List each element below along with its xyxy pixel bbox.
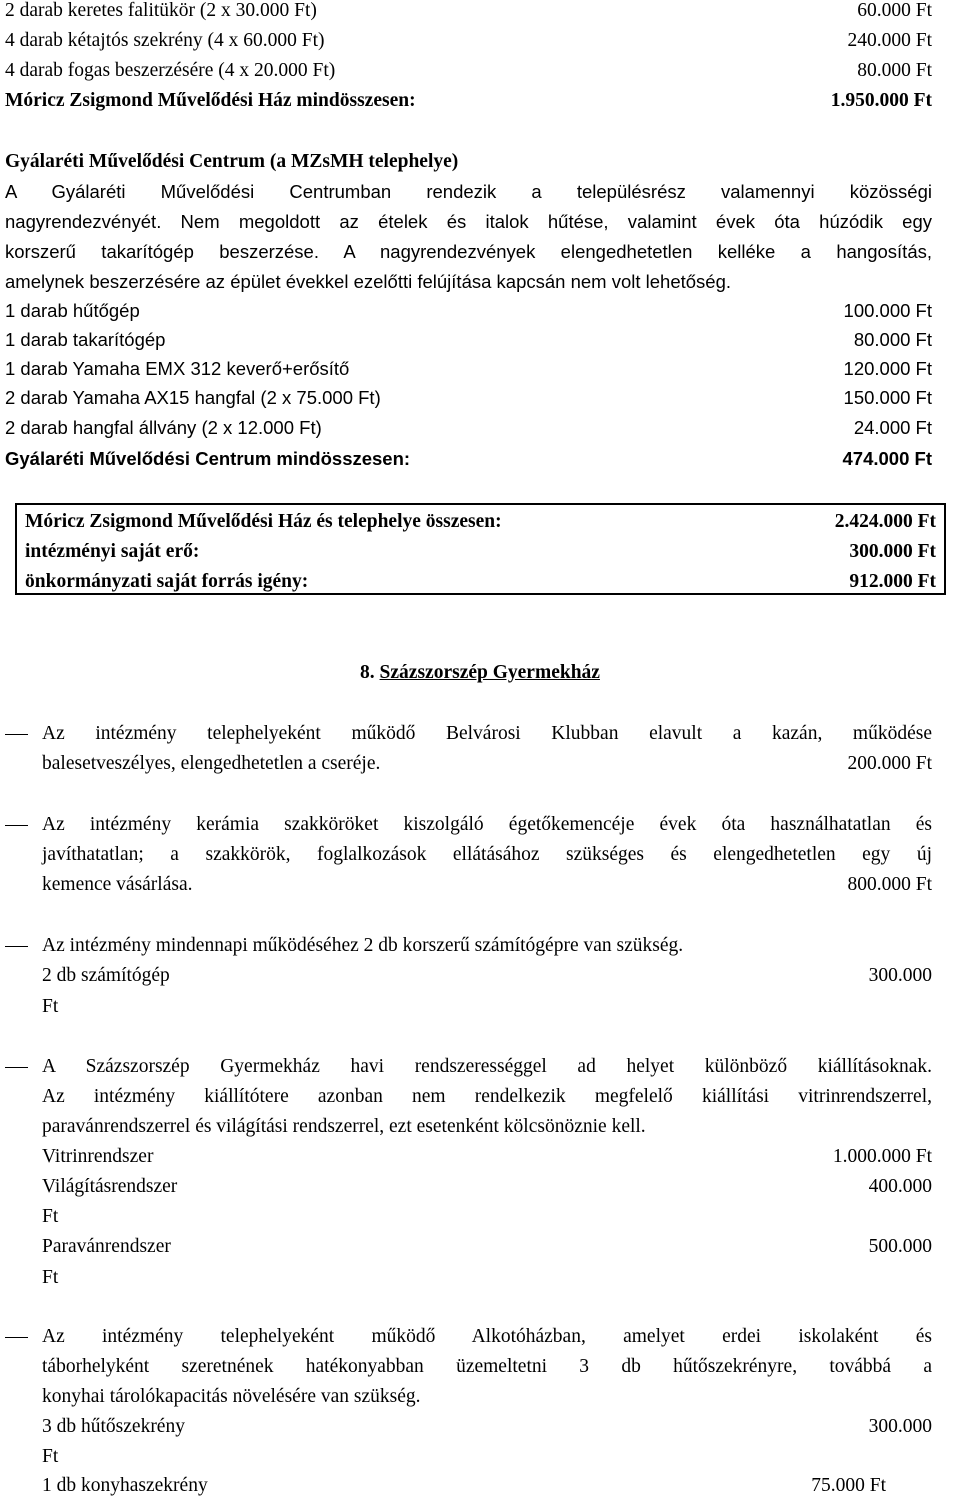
bullet-text: balesetveszélyes, elengedhetetlen a cseréje. bbox=[42, 753, 381, 774]
list-item bbox=[5, 383, 932, 413]
paragraph-line: amelynek beszerzésére az épület évekkel ezelőtti felújítása kapcsán nem volt lehetőség. bbox=[5, 271, 732, 292]
item-label: 2 darab hangfal állvány (2 x 12.000 Ft) bbox=[5, 417, 322, 438]
bullet-value: 75.000 Ft bbox=[811, 1475, 886, 1496]
bullet-value: 400.000 bbox=[868, 1176, 932, 1197]
item-value: 120.000 Ft bbox=[843, 358, 932, 379]
bullet-text: kemence vásárlása. bbox=[42, 874, 193, 895]
bullet-line: Ft bbox=[42, 1206, 59, 1227]
item-label: 1 darab hűtőgép bbox=[5, 300, 140, 321]
bullet-line bbox=[42, 961, 932, 991]
bullet-text: Paravánrendszer bbox=[42, 1236, 171, 1257]
list-item bbox=[5, 413, 932, 443]
summary-label: önkormányzati saját forrás igény: bbox=[25, 571, 309, 592]
bullet-line: Ft bbox=[42, 996, 59, 1017]
bullet-line bbox=[42, 870, 932, 900]
bullet-value: 800.000 Ft bbox=[847, 874, 932, 895]
dash-bullet-icon bbox=[5, 1337, 28, 1338]
bullet-value: 1.000.000 Ft bbox=[832, 1146, 932, 1167]
bullet-line: Az intézmény telephelyeként működő Belvárosi Klubban elavult a kazán, működése bbox=[42, 723, 932, 744]
summary-box bbox=[15, 503, 946, 595]
item-value: 80.000 Ft bbox=[853, 329, 932, 350]
item-label: 4 darab fogas beszerzésére (4 x 20.000 Ft) bbox=[5, 60, 336, 81]
item-value: 240.000 Ft bbox=[847, 30, 932, 51]
bullet-value: 300.000 bbox=[868, 1416, 932, 1437]
item-value: 60.000 Ft bbox=[857, 0, 932, 21]
summary-row bbox=[25, 537, 936, 567]
summary-label: Móricz Zsigmond Művelődési Ház és telephelye összesen: bbox=[25, 511, 502, 532]
bullet-line bbox=[42, 1142, 932, 1172]
bullet-line: konyhai tárolókapacitás növelésére van szükség. bbox=[42, 1386, 421, 1407]
bullet-line: Ft bbox=[42, 1267, 59, 1288]
total-value: 474.000 Ft bbox=[842, 448, 932, 469]
total-label: Gyálaréti Művelődési Centrum mindösszesen: bbox=[5, 448, 411, 469]
total-value: 1.950.000 Ft bbox=[830, 90, 932, 111]
section-name: Százszorszép Gyermekház bbox=[379, 662, 600, 683]
moricz-total-row bbox=[5, 86, 932, 116]
dash-bullet-icon bbox=[5, 825, 28, 826]
bullet-line bbox=[42, 1412, 932, 1442]
dash-bullet-icon bbox=[5, 946, 28, 947]
gyalareti-total-row bbox=[5, 444, 932, 474]
paragraph-line: nagyrendezvényét. Nem megoldott az ételek és italok hűtése, valamint évek óta húzódik egy bbox=[5, 211, 932, 232]
section-heading: Gyálaréti Művelődési Centrum (a MZsMH telephelye) bbox=[5, 151, 459, 172]
bullet-line: Az intézmény kiállítótere azonban nem rendelkezik megfelelő kiállítási vitrinrendszerrel, bbox=[42, 1086, 932, 1107]
summary-value: 300.000 Ft bbox=[849, 541, 936, 562]
item-value: 100.000 Ft bbox=[843, 300, 932, 321]
bullet-line: Az intézmény kerámia szakköröket kiszolgáló égetőkemencéje évek óta használhatatlan és bbox=[42, 814, 932, 835]
summary-value: 2.424.000 Ft bbox=[834, 511, 936, 532]
bullet-line bbox=[42, 1471, 932, 1501]
summary-row bbox=[25, 507, 936, 537]
bullet-value: 200.000 Ft bbox=[847, 753, 932, 774]
item-label: 2 darab Yamaha AX15 hangfal (2 x 75.000 Ft) bbox=[5, 387, 381, 408]
bullet-line: táborhelyként szeretnének hatékonyabban üzemeltetni 3 db hűtőszekrényre, továbbá a bbox=[42, 1356, 932, 1377]
item-value: 24.000 Ft bbox=[853, 417, 932, 438]
list-item bbox=[5, 26, 932, 56]
bullet-line: Az intézmény mindennapi működéséhez 2 db korszerű számítógépre van szükség. bbox=[42, 935, 684, 956]
section-number: 8. bbox=[360, 662, 375, 683]
list-item bbox=[5, 56, 932, 86]
section-title bbox=[0, 658, 960, 688]
item-label: 2 darab keretes falitükör (2 x 30.000 Ft) bbox=[5, 0, 317, 21]
item-value: 150.000 Ft bbox=[843, 387, 932, 408]
dash-bullet-icon bbox=[5, 1067, 28, 1068]
item-label: 4 darab kétajtós szekrény (4 x 60.000 Ft) bbox=[5, 30, 325, 51]
summary-row bbox=[25, 567, 936, 597]
item-label: 1 darab Yamaha EMX 312 keverő+erősítő bbox=[5, 358, 350, 379]
paragraph-line: korszerű takarítógép beszerzése. A nagyrendezvények elengedhetetlen kelléke a hangosítás, bbox=[5, 241, 932, 262]
bullet-line bbox=[42, 1232, 932, 1262]
dash-bullet-icon bbox=[5, 734, 28, 735]
list-item bbox=[5, 296, 932, 326]
bullet-line: A Százszorszép Gyermekház havi rendszerességgel ad helyet különböző kiállításoknak. bbox=[42, 1056, 932, 1077]
bullet-line: Ft bbox=[42, 1446, 59, 1467]
bullet-text: 3 db hűtőszekrény bbox=[42, 1416, 185, 1437]
bullet-value: 300.000 bbox=[868, 965, 932, 986]
bullet-line bbox=[42, 1172, 932, 1202]
bullet-line: Az intézmény telephelyeként működő Alkotóházban, amelyet erdei iskolaként és bbox=[42, 1326, 932, 1347]
total-label: Móricz Zsigmond Művelődési Ház mindösszesen: bbox=[5, 90, 416, 111]
bullet-line: paravánrendszerrel és világítási rendszerrel, ezt esetenként kölcsönöznie kell. bbox=[42, 1116, 646, 1137]
bullet-value: 500.000 bbox=[868, 1236, 932, 1257]
summary-value: 912.000 Ft bbox=[849, 571, 936, 592]
list-item bbox=[5, 325, 932, 355]
list-item bbox=[5, 354, 932, 384]
bullet-text: Világításrendszer bbox=[42, 1176, 178, 1197]
bullet-line bbox=[42, 749, 932, 779]
bullet-text: Vitrinrendszer bbox=[42, 1146, 154, 1167]
summary-label: intézményi saját erő: bbox=[25, 541, 200, 562]
bullet-line: javíthatatlan; a szakkörök, foglalkozások ellátásához szükséges és elengedhetetlen egy új bbox=[42, 844, 932, 865]
paragraph-line: A Gyálaréti Művelődési Centrumban rendezik a településrész valamennyi közösségi bbox=[5, 181, 932, 202]
bullet-text: 2 db számítógép bbox=[42, 965, 170, 986]
bullet-text: 1 db konyhaszekrény bbox=[42, 1475, 208, 1496]
item-label: 1 darab takarítógép bbox=[5, 329, 166, 350]
item-value: 80.000 Ft bbox=[857, 60, 932, 81]
list-item bbox=[5, 0, 932, 26]
